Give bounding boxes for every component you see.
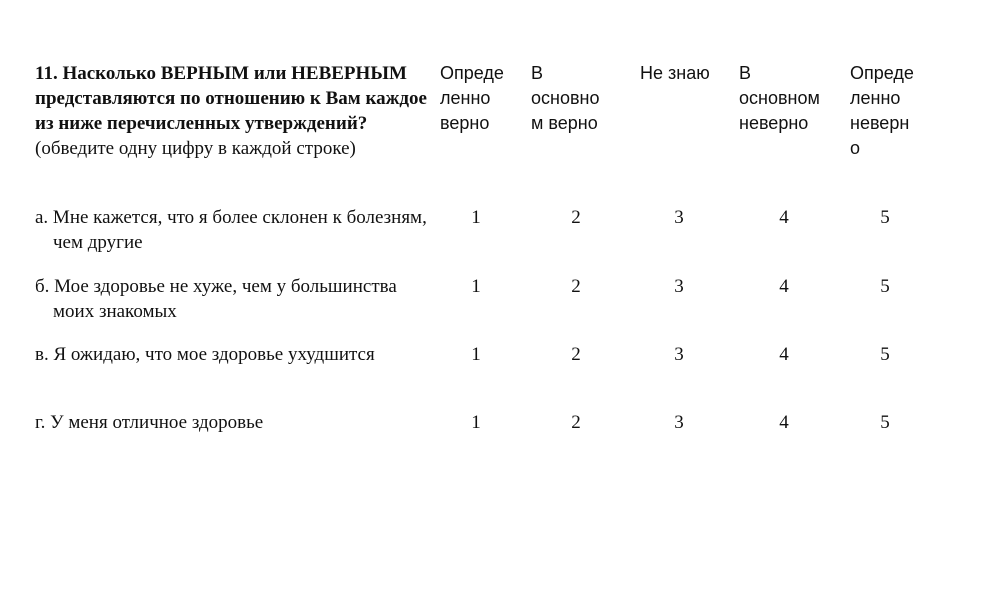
- statement-label: а. Мне кажется, что я более склонен к болезням, чем другие: [35, 207, 427, 253]
- statement-label: г. У меня отличное здоровье: [35, 412, 264, 433]
- answer-option-2[interactable]: 2: [571, 412, 581, 433]
- answer-option-4[interactable]: 4: [779, 412, 789, 433]
- statement-label: б. Мое здоровье не хуже, чем у большинства моих знакомых: [35, 276, 397, 322]
- answer-option-5[interactable]: 5: [880, 412, 890, 433]
- answer-option-4[interactable]: 4: [779, 207, 789, 228]
- answer-option-1[interactable]: 1: [471, 207, 481, 228]
- statement-label: в. Я ожидаю, что мое здоровье ухудшится: [35, 344, 375, 365]
- answer-option-5[interactable]: 5: [880, 276, 890, 297]
- question-block: [35, 61, 435, 161]
- answer-option-3[interactable]: 3: [674, 344, 684, 365]
- answer-option-1[interactable]: 1: [471, 412, 481, 433]
- answer-option-4[interactable]: 4: [779, 276, 789, 297]
- column-header-definitely-false: Опреде ленно неверн о: [850, 63, 914, 158]
- column-header-mostly-true: В основно м верно: [531, 63, 600, 133]
- answer-option-1[interactable]: 1: [471, 276, 481, 297]
- column-header-mostly-false: В основном неверно: [739, 63, 820, 133]
- answer-option-5[interactable]: 5: [880, 344, 890, 365]
- answer-option-3[interactable]: 3: [674, 207, 684, 228]
- question-instruction: (обведите одну цифру в каждой строке): [35, 138, 356, 159]
- answer-option-2[interactable]: 2: [571, 344, 581, 365]
- column-header-definitely-true: Опреде ленно верно: [440, 63, 504, 133]
- answer-option-2[interactable]: 2: [571, 276, 581, 297]
- answer-option-5[interactable]: 5: [880, 207, 890, 228]
- answer-option-3[interactable]: 3: [674, 276, 684, 297]
- answer-option-3[interactable]: 3: [674, 412, 684, 433]
- column-header-dont-know: Не знаю: [640, 63, 710, 83]
- answer-option-1[interactable]: 1: [471, 344, 481, 365]
- answer-option-4[interactable]: 4: [779, 344, 789, 365]
- question-title: 11. Насколько ВЕРНЫМ или НЕВЕРНЫМ представляются по отношению к Вам каждое из ниже перечисленных утверждений?: [35, 63, 427, 134]
- answer-option-2[interactable]: 2: [571, 207, 581, 228]
